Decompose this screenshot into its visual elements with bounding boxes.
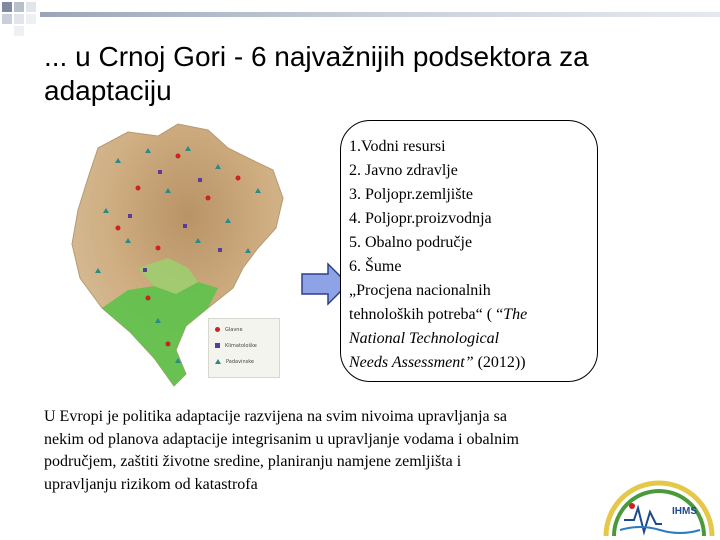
teal-triangle-icon [215, 359, 221, 364]
header-divider [40, 12, 720, 17]
list-item: 6. Šume [349, 258, 402, 275]
red-dot-icon [215, 327, 220, 332]
body-paragraph: U Evropi je politika adaptacije razvijena na svim nivoima upravljanja sa nekim od planova adaptacije integrisanim u upravljanje vodama i obalnim područjem, zaštiti životne sredine, planiranju namjene zemljišta i upravljanju rizikom od katastrofa [44, 408, 519, 493]
slide-title: ... u Crnoj Gori - 6 najvažnijih podsektora za adaptaciju [44, 41, 589, 106]
map-legend [208, 318, 280, 378]
legend-item: Klimatološke [215, 343, 257, 349]
source-note: Needs Assessment” (2012)) [349, 354, 526, 371]
list-item: 4. Poljopr.proizvodnja [349, 210, 492, 227]
list-item: 2. Javno zdravlje [349, 162, 458, 179]
source-note: tehnoloških potreba“ ( “The [349, 306, 528, 323]
purple-square-icon [215, 343, 220, 348]
montenegro-map [58, 118, 290, 390]
source-note: „Procjena nacionalnih [349, 282, 491, 299]
legend-item: Glavne [215, 327, 243, 333]
legend-item: Padavinske [215, 359, 254, 365]
list-item: 1.Vodni resursi [349, 138, 446, 155]
subsector-callout [340, 120, 598, 382]
svg-text:IHMS: IHMS [672, 506, 697, 517]
list-item: 3. Poljopr.zemljište [349, 186, 473, 203]
source-note: National Technological [349, 330, 500, 347]
list-item: 5. Obalno područje [349, 234, 473, 251]
ihms-logo [600, 478, 718, 538]
decorative-squares [0, 0, 60, 40]
